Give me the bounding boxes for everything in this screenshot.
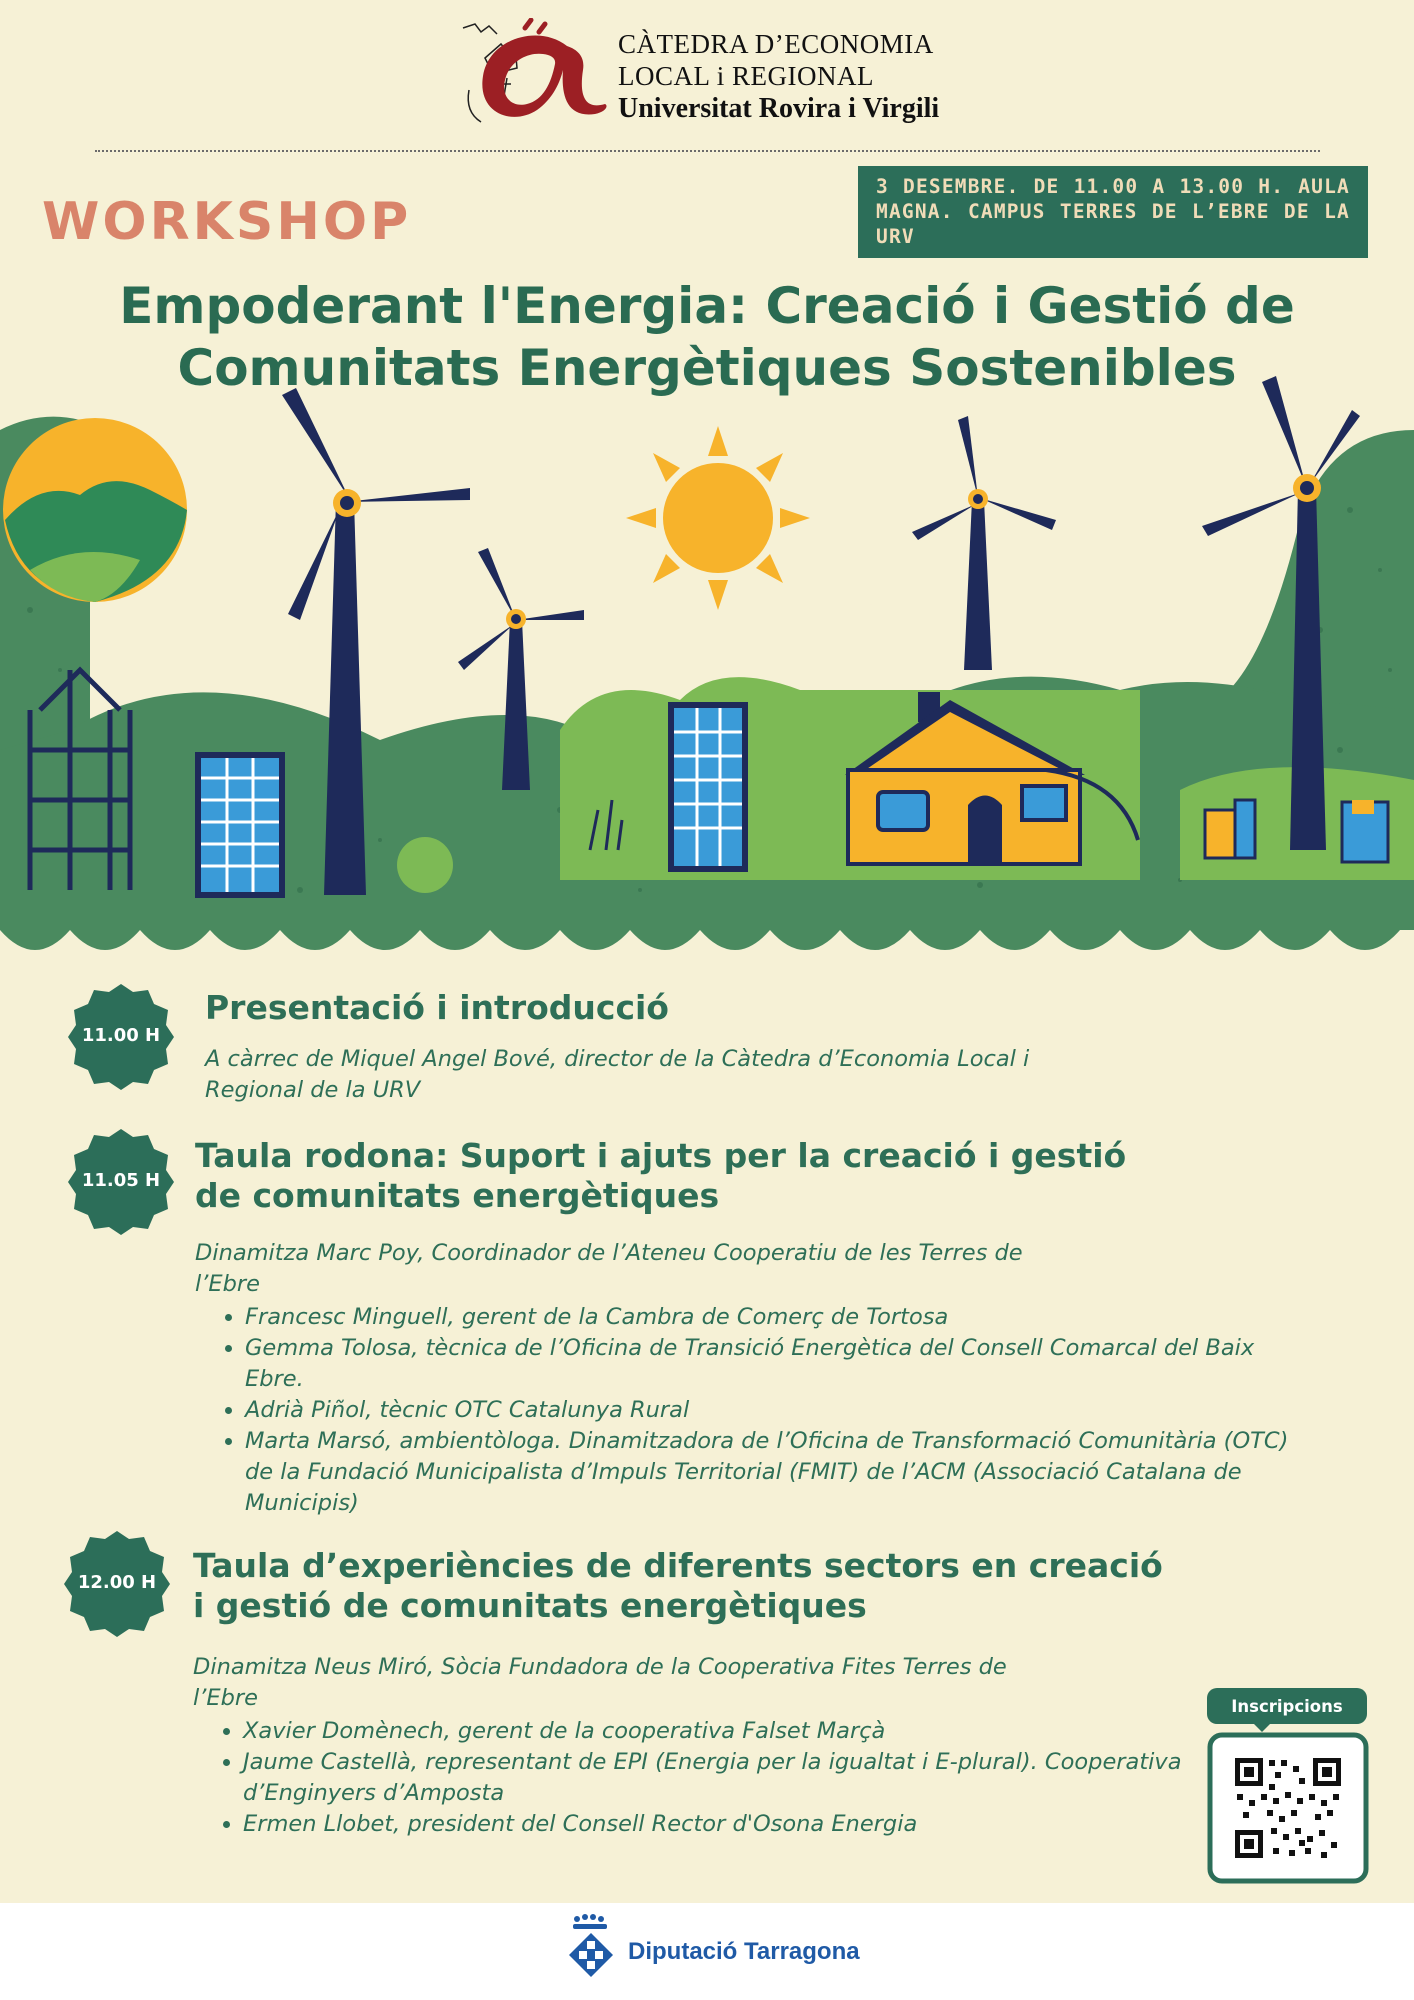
list-item: • Adrià Piñol, tècnic OTC Catalunya Rural [245, 1395, 1295, 1426]
org-line-1: CÀTEDRA D’ECONOMIA [618, 29, 934, 59]
title-line-1: Empoderant l'Energia: Creació i Gestió de [119, 277, 1295, 335]
sponsor-name: Diputació Tarragona [628, 1938, 860, 1965]
list-item: • Ermen Llobet, president del Consell Rector d'Osona Energia [243, 1809, 1243, 1840]
heading-line: de comunitats energètiques [195, 1176, 720, 1215]
agenda-description [205, 1044, 1205, 1106]
desc-line: l’Ebre [195, 1271, 260, 1297]
desc-line: Dinamitza Neus Miró, Sòcia Fundadora de la Cooperativa Fites Terres de [193, 1654, 1007, 1680]
sun-icon [626, 426, 810, 610]
agenda-heading [195, 1136, 1245, 1216]
agenda-heading [193, 1546, 1263, 1626]
list-item: • Jaume Castellà, representant de EPI (Energia per la igualtat i E-plural). Cooperativa d’Enginyers d’Amposta [243, 1747, 1243, 1809]
list-item: • Francesc Minguell, gerent de la Cambra de Comerç de Tortosa [245, 1302, 1295, 1333]
diputacio-logo-icon [565, 1913, 617, 1981]
renewable-energy-illustration [0, 370, 1414, 970]
list-item: • Gemma Tolosa, tècnica de l’Oficina de Transició Energètica del Consell Comarcal del Baix Ebre. [245, 1333, 1295, 1395]
agenda-heading: Presentació i introducció [205, 988, 669, 1027]
sunset-circle-icon [3, 418, 187, 602]
solar-panel-left [195, 752, 285, 898]
catedra-logo-icon [455, 18, 610, 133]
agenda-description [195, 1238, 1245, 1300]
time-label: 12.00 H [77, 1571, 157, 1593]
desc-line: Dinamitza Marc Poy, Coordinador de l’Ateneu Cooperatiu de les Terres de [195, 1240, 1023, 1266]
desc-line: A càrrec de Miquel Angel Bové, director de la Càtedra d’Economia Local i [205, 1046, 1030, 1072]
org-line-2: LOCAL i REGIONAL [618, 61, 874, 91]
speaker-list [197, 1716, 1243, 1840]
organization-name [618, 28, 939, 126]
desc-line: l’Ebre [193, 1685, 258, 1711]
agenda-description [193, 1652, 1193, 1714]
org-line-3: Universitat Rovira i Virgili [618, 93, 940, 124]
speaker-list [199, 1302, 1295, 1519]
title-line-2: Comunitats Energètiques Sostenibles [177, 339, 1237, 397]
header [0, 0, 1414, 150]
list-item: • Marta Marsó, ambientòloga. Dinamitzadora de l’Oficina de Transformació Comunitària (OTC) de la Fundació Municipalista d’Impuls Territorial (FMIT) de l’ACM (Associació Catalana de Municipis) [245, 1426, 1295, 1519]
registration-label: Inscripcions [1207, 1688, 1367, 1724]
event-label: WORKSHOP [42, 192, 412, 252]
desc-line: Regional de la URV [205, 1077, 421, 1103]
heading-line: Taula d’experiències de diferents sectors en creació [193, 1546, 1163, 1585]
qr-frame[interactable] [1207, 1732, 1369, 1884]
solar-panel-center [668, 702, 748, 872]
date-location-box: 3 DESEMBRE. DE 11.00 A 13.00 H. AULA MAGNA. CAMPUS TERRES DE L’EBRE DE LA URV [858, 166, 1368, 258]
time-label: 11.00 H [81, 1024, 161, 1046]
time-label: 11.05 H [81, 1169, 161, 1191]
heading-line: Taula rodona: Suport i ajuts per la creació i gestió [195, 1136, 1127, 1175]
heading-line: i gestió de comunitats energètiques [193, 1586, 867, 1625]
header-divider [95, 150, 1320, 152]
list-item: • Xavier Domènech, gerent de la cooperativa Falset Marçà [243, 1716, 1243, 1747]
